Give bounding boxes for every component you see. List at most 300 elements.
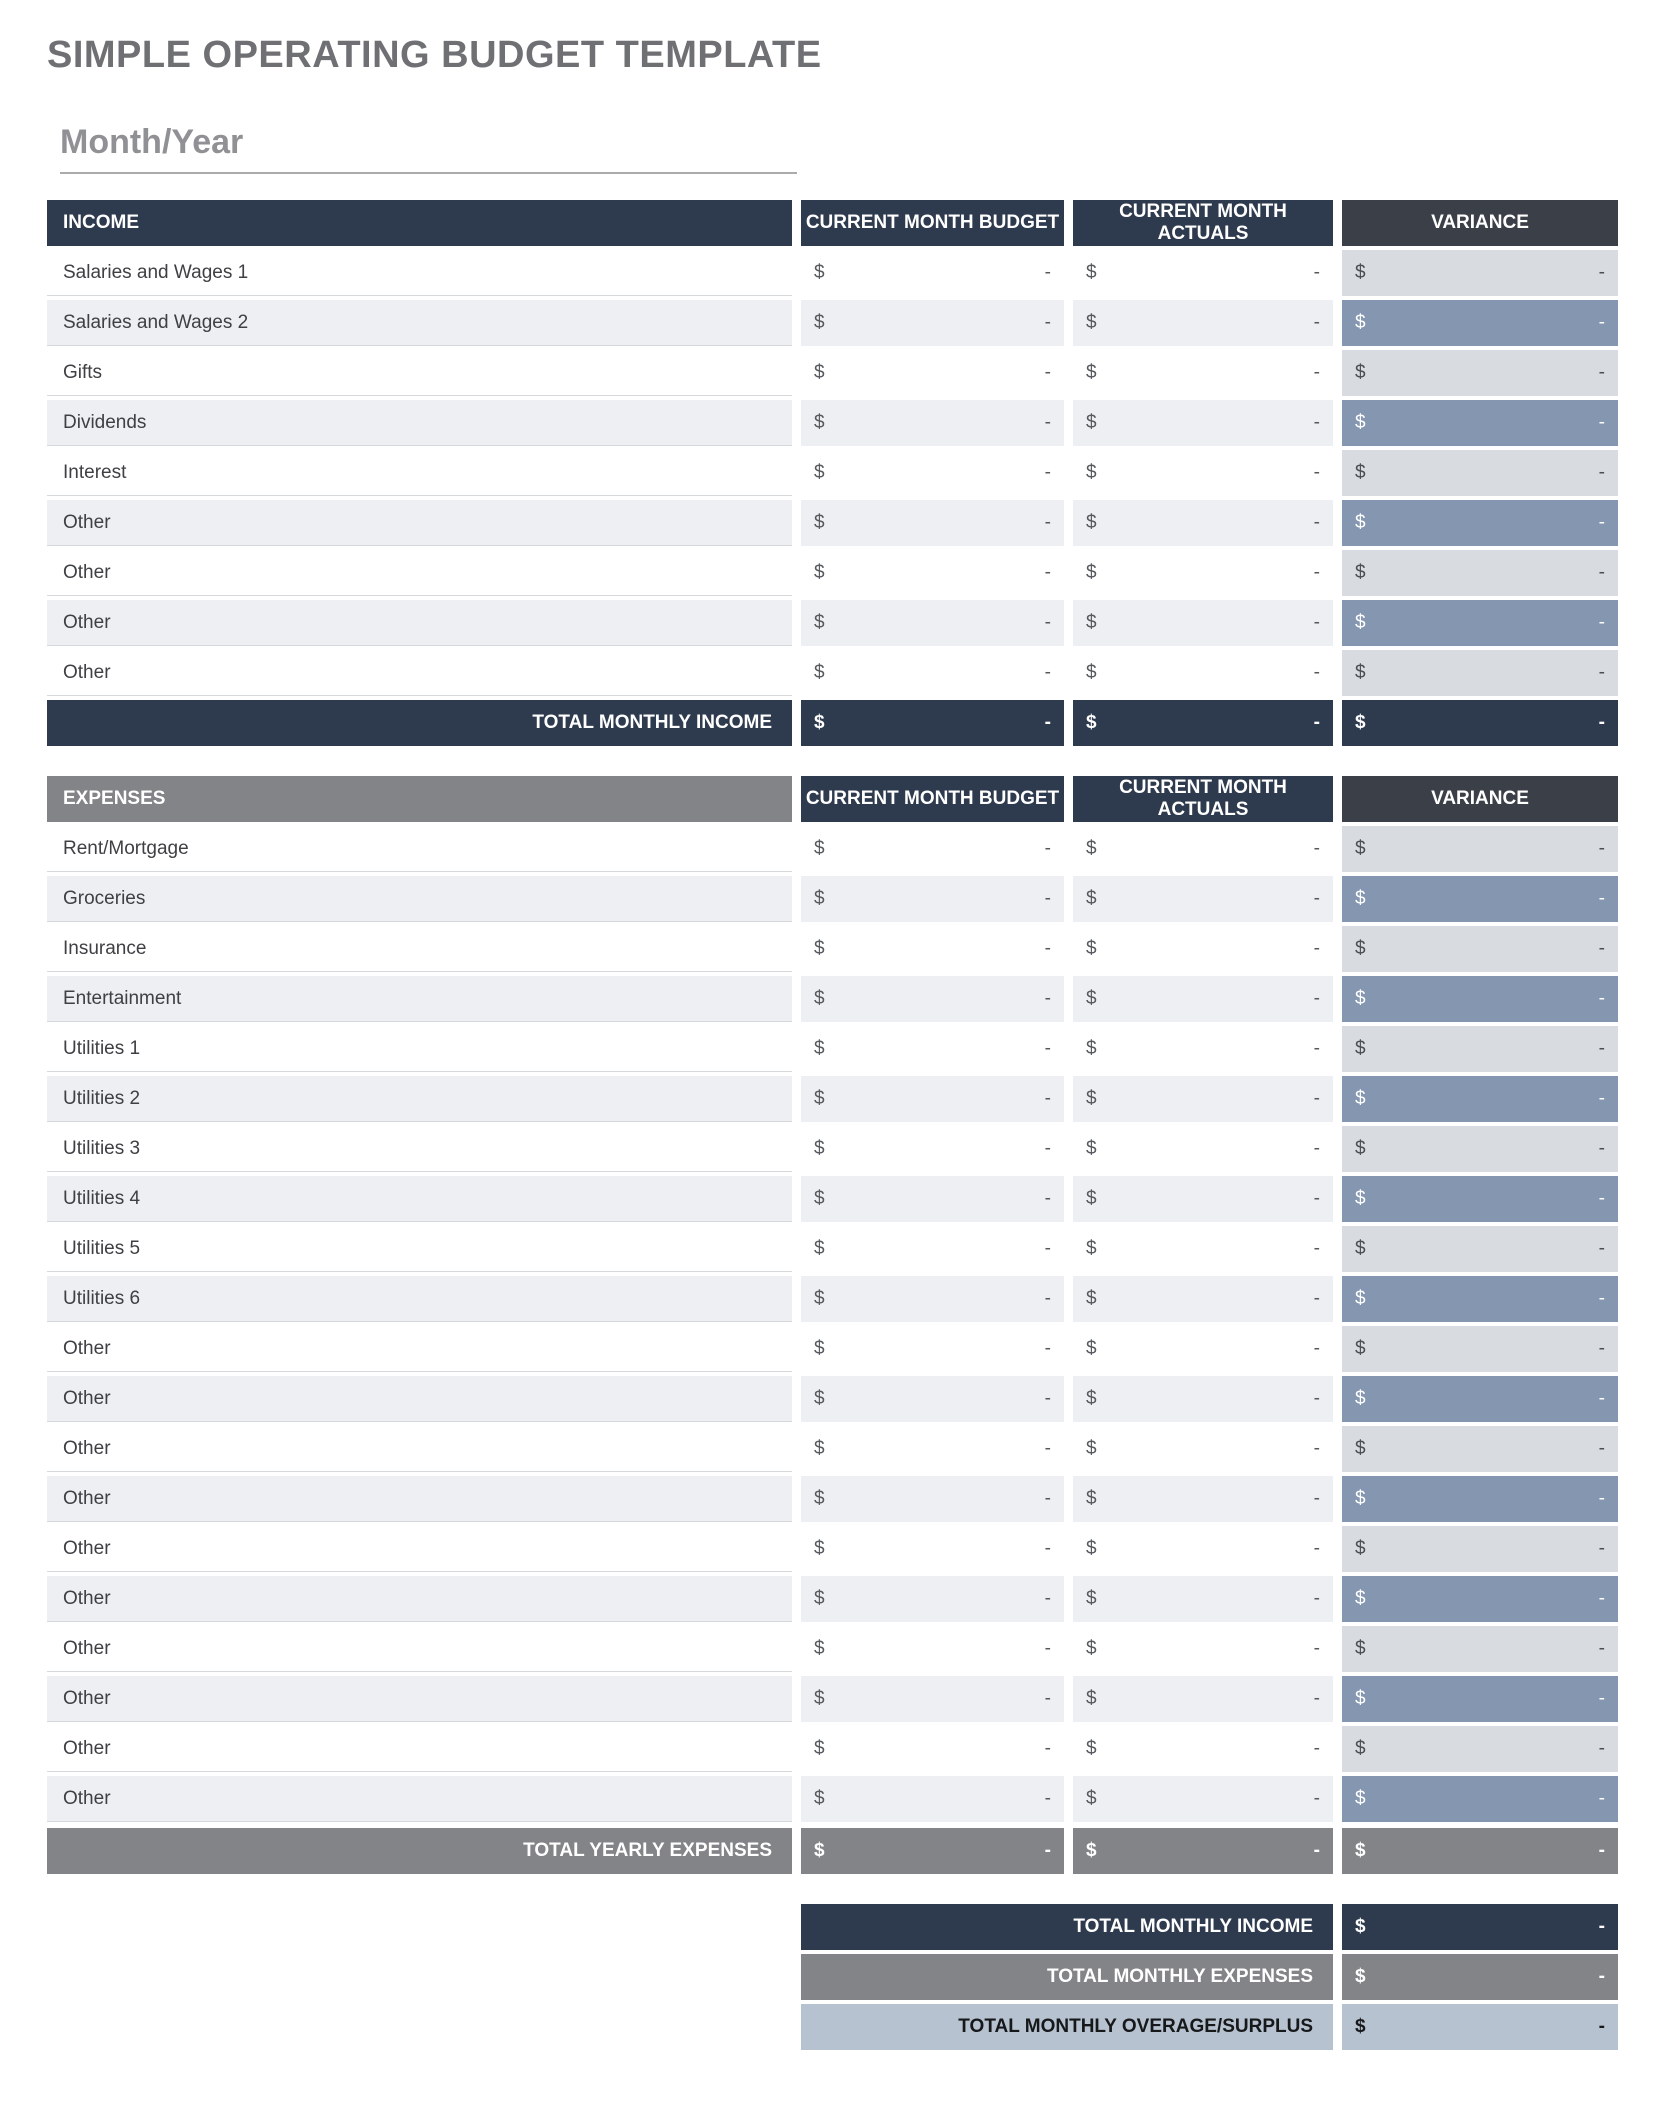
budget-cell[interactable]	[801, 976, 1064, 1022]
row-label[interactable]: Other	[47, 1726, 792, 1772]
currency-symbol: $	[814, 1488, 825, 1509]
budget-cell[interactable]	[801, 1776, 1064, 1822]
amount-value: -	[1598, 1138, 1605, 1159]
variance-cell[interactable]	[1342, 1476, 1618, 1522]
currency-symbol: $	[1355, 1038, 1366, 1059]
income-header-row	[47, 200, 1621, 246]
amount-value: -	[1598, 662, 1605, 683]
actuals-cell[interactable]	[1073, 926, 1333, 972]
budget-cell[interactable]	[801, 1376, 1064, 1422]
currency-symbol: $	[1355, 1966, 1366, 1987]
budget-cell[interactable]	[801, 1026, 1064, 1072]
variance-cell[interactable]	[1342, 300, 1618, 346]
variance-cell[interactable]	[1342, 1676, 1618, 1722]
actuals-cell[interactable]	[1073, 600, 1333, 646]
budget-cell[interactable]	[801, 1226, 1064, 1272]
budget-cell[interactable]	[801, 1626, 1064, 1672]
row-label[interactable]: Insurance	[47, 926, 792, 972]
expenses-header-row	[47, 776, 1621, 822]
amount-value: -	[1044, 1488, 1051, 1509]
income-budget-header: CURRENT MONTH BUDGET	[801, 200, 1064, 246]
budget-cell[interactable]	[801, 1076, 1064, 1122]
amount-value: -	[1598, 1038, 1605, 1059]
summary-row	[801, 1954, 1621, 2000]
table-row	[47, 250, 1621, 296]
currency-symbol: $	[1355, 1438, 1366, 1459]
budget-cell[interactable]	[801, 400, 1064, 446]
currency-symbol: $	[814, 888, 825, 909]
budget-cell[interactable]	[801, 876, 1064, 922]
budget-cell[interactable]	[801, 550, 1064, 596]
table-row	[47, 1176, 1621, 1222]
amount-value: -	[1044, 1438, 1051, 1459]
row-label[interactable]: Utilities 1	[47, 1026, 792, 1072]
amount-value: -	[1598, 262, 1605, 283]
budget-cell[interactable]	[801, 1676, 1064, 1722]
currency-symbol: $	[1355, 1638, 1366, 1659]
table-row	[47, 926, 1621, 972]
summary-overage-value-cell	[1342, 2004, 1618, 2050]
currency-symbol: $	[1355, 1388, 1366, 1409]
amount-value: -	[1313, 462, 1320, 483]
actuals-cell[interactable]	[1073, 400, 1333, 446]
currency-symbol: $	[1355, 1138, 1366, 1159]
variance-cell[interactable]	[1342, 350, 1618, 396]
currency-symbol: $	[1086, 362, 1097, 383]
summary-expenses-label: TOTAL MONTHLY EXPENSES	[801, 1954, 1333, 2000]
amount-value: -	[1044, 1588, 1051, 1609]
budget-cell[interactable]	[801, 1576, 1064, 1622]
table-row	[47, 400, 1621, 446]
variance-cell[interactable]	[1342, 1276, 1618, 1322]
actuals-cell[interactable]	[1073, 450, 1333, 496]
currency-symbol: $	[1086, 888, 1097, 909]
amount-value: -	[1598, 1788, 1605, 1809]
variance-cell[interactable]	[1342, 550, 1618, 596]
row-label[interactable]: Other	[47, 500, 792, 546]
amount-value: -	[1598, 1338, 1605, 1359]
amount-value: -	[1044, 312, 1051, 333]
variance-cell[interactable]	[1342, 1726, 1618, 1772]
row-label[interactable]: Other	[47, 1526, 792, 1572]
amount-value: -	[1313, 312, 1320, 333]
currency-symbol: $	[814, 938, 825, 959]
amount-value: -	[1313, 1238, 1320, 1259]
expenses-variance-header: VARIANCE	[1342, 776, 1618, 822]
variance-cell[interactable]	[1342, 600, 1618, 646]
amount-value: -	[1313, 988, 1320, 1009]
expenses-budget-header: CURRENT MONTH BUDGET	[801, 776, 1064, 822]
income-total-row	[47, 700, 1621, 746]
amount-value: -	[1313, 1138, 1320, 1159]
currency-symbol: $	[1355, 1338, 1366, 1359]
table-row	[47, 826, 1621, 872]
table-row	[47, 450, 1621, 496]
actuals-cell[interactable]	[1073, 350, 1333, 396]
amount-value: -	[1044, 1788, 1051, 1809]
currency-symbol: $	[814, 1840, 825, 1861]
currency-symbol: $	[1086, 512, 1097, 533]
amount-value: -	[1044, 662, 1051, 683]
budget-cell[interactable]	[801, 500, 1064, 546]
amount-value: -	[1313, 1338, 1320, 1359]
budget-cell[interactable]	[801, 450, 1064, 496]
income-table	[47, 200, 1621, 746]
currency-symbol: $	[1355, 1688, 1366, 1709]
currency-symbol: $	[1355, 512, 1366, 533]
variance-cell[interactable]	[1342, 400, 1618, 446]
row-label[interactable]: Other	[47, 1776, 792, 1822]
amount-value: -	[1044, 1338, 1051, 1359]
budget-cell[interactable]	[801, 1126, 1064, 1172]
amount-value: -	[1044, 1138, 1051, 1159]
row-label[interactable]: Other	[47, 1626, 792, 1672]
currency-symbol: $	[1355, 1738, 1366, 1759]
variance-cell[interactable]	[1342, 1176, 1618, 1222]
variance-cell[interactable]	[1342, 1226, 1618, 1272]
actuals-cell[interactable]	[1073, 1776, 1333, 1822]
summary-row	[801, 1904, 1621, 1950]
table-row	[47, 1226, 1621, 1272]
actuals-cell[interactable]	[1073, 1426, 1333, 1472]
row-label[interactable]: Other	[47, 1676, 792, 1722]
row-label[interactable]: Rent/Mortgage	[47, 826, 792, 872]
amount-value: -	[1598, 1966, 1605, 1987]
currency-symbol: $	[1086, 1138, 1097, 1159]
expenses-table	[47, 776, 1621, 1874]
row-label[interactable]: Gifts	[47, 350, 792, 396]
currency-symbol: $	[814, 712, 825, 733]
amount-value: -	[1598, 888, 1605, 909]
currency-symbol: $	[1355, 888, 1366, 909]
variance-cell[interactable]	[1342, 976, 1618, 1022]
currency-symbol: $	[814, 662, 825, 683]
actuals-cell[interactable]	[1073, 1526, 1333, 1572]
currency-symbol: $	[814, 1788, 825, 1809]
variance-cell[interactable]	[1342, 1626, 1618, 1672]
actuals-cell[interactable]	[1073, 1476, 1333, 1522]
actuals-cell[interactable]	[1073, 250, 1333, 296]
budget-cell[interactable]	[801, 1276, 1064, 1322]
variance-cell[interactable]	[1342, 926, 1618, 972]
actuals-cell[interactable]	[1073, 976, 1333, 1022]
row-label[interactable]: Utilities 2	[47, 1076, 792, 1122]
row-label[interactable]: Groceries	[47, 876, 792, 922]
amount-value: -	[1044, 1840, 1051, 1861]
currency-symbol: $	[1086, 662, 1097, 683]
actuals-cell[interactable]	[1073, 1226, 1333, 1272]
amount-value: -	[1313, 838, 1320, 859]
currency-symbol: $	[1086, 462, 1097, 483]
table-row	[47, 1526, 1621, 1572]
currency-symbol: $	[1086, 1088, 1097, 1109]
amount-value: -	[1313, 512, 1320, 533]
currency-symbol: $	[1355, 462, 1366, 483]
amount-value: -	[1044, 838, 1051, 859]
row-label[interactable]: Interest	[47, 450, 792, 496]
currency-symbol: $	[814, 1538, 825, 1559]
currency-symbol: $	[1086, 1338, 1097, 1359]
variance-cell[interactable]	[1342, 250, 1618, 296]
currency-symbol: $	[814, 1738, 825, 1759]
budget-cell[interactable]	[801, 600, 1064, 646]
row-label[interactable]: Other	[47, 1576, 792, 1622]
amount-value: -	[1044, 462, 1051, 483]
currency-symbol: $	[1086, 988, 1097, 1009]
currency-symbol: $	[1355, 1488, 1366, 1509]
currency-symbol: $	[814, 462, 825, 483]
expenses-total-variance-cell	[1342, 1828, 1618, 1874]
amount-value: -	[1598, 712, 1605, 733]
actuals-cell[interactable]	[1073, 550, 1333, 596]
row-label[interactable]: Utilities 4	[47, 1176, 792, 1222]
currency-symbol: $	[1355, 312, 1366, 333]
amount-value: -	[1044, 1088, 1051, 1109]
expenses-total-row	[47, 1828, 1621, 1874]
amount-value: -	[1313, 1088, 1320, 1109]
actuals-cell[interactable]	[1073, 300, 1333, 346]
income-rows	[47, 250, 1621, 696]
actuals-cell[interactable]	[1073, 1126, 1333, 1172]
expenses-header-cell: EXPENSES	[47, 776, 792, 822]
row-label[interactable]: Entertainment	[47, 976, 792, 1022]
currency-symbol: $	[814, 1088, 825, 1109]
amount-value: -	[1044, 1388, 1051, 1409]
budget-cell[interactable]	[801, 926, 1064, 972]
row-label[interactable]: Utilities 6	[47, 1276, 792, 1322]
row-label[interactable]: Utilities 5	[47, 1226, 792, 1272]
currency-symbol: $	[1086, 1588, 1097, 1609]
currency-symbol: $	[1086, 938, 1097, 959]
amount-value: -	[1598, 1088, 1605, 1109]
amount-value: -	[1313, 1438, 1320, 1459]
currency-symbol: $	[814, 1188, 825, 1209]
actuals-cell[interactable]	[1073, 1676, 1333, 1722]
amount-value: -	[1598, 1538, 1605, 1559]
row-label[interactable]: Salaries and Wages 2	[47, 300, 792, 346]
actuals-cell[interactable]	[1073, 1326, 1333, 1372]
amount-value: -	[1598, 938, 1605, 959]
budget-cell[interactable]	[801, 1526, 1064, 1572]
actuals-cell[interactable]	[1073, 876, 1333, 922]
actuals-cell[interactable]	[1073, 500, 1333, 546]
row-label[interactable]: Other	[47, 550, 792, 596]
amount-value: -	[1313, 1038, 1320, 1059]
expenses-actuals-header: CURRENT MONTH ACTUALS	[1073, 776, 1333, 822]
currency-symbol: $	[814, 1688, 825, 1709]
amount-value: -	[1044, 562, 1051, 583]
budget-cell[interactable]	[801, 826, 1064, 872]
summary-row	[801, 2004, 1621, 2050]
summary-expenses-value-cell	[1342, 1954, 1618, 2000]
page-title: SIMPLE OPERATING BUDGET TEMPLATE	[47, 34, 822, 76]
expenses-total-actuals-cell	[1073, 1828, 1333, 1874]
currency-symbol: $	[1086, 1840, 1097, 1861]
variance-cell[interactable]	[1342, 1076, 1618, 1122]
budget-cell[interactable]	[801, 1326, 1064, 1372]
table-row	[47, 300, 1621, 346]
variance-cell[interactable]	[1342, 876, 1618, 922]
row-label[interactable]: Other	[47, 1376, 792, 1422]
amount-value: -	[1313, 1688, 1320, 1709]
currency-symbol: $	[814, 362, 825, 383]
amount-value: -	[1313, 262, 1320, 283]
row-label[interactable]: Salaries and Wages 1	[47, 250, 792, 296]
currency-symbol: $	[1355, 838, 1366, 859]
amount-value: -	[1044, 888, 1051, 909]
amount-value: -	[1598, 1488, 1605, 1509]
amount-value: -	[1598, 462, 1605, 483]
currency-symbol: $	[1086, 412, 1097, 433]
income-variance-header: VARIANCE	[1342, 200, 1618, 246]
amount-value: -	[1044, 362, 1051, 383]
table-row	[47, 1376, 1621, 1422]
amount-value: -	[1044, 1738, 1051, 1759]
amount-value: -	[1598, 612, 1605, 633]
variance-cell[interactable]	[1342, 1526, 1618, 1572]
budget-cell[interactable]	[801, 650, 1064, 696]
amount-value: -	[1044, 262, 1051, 283]
actuals-cell[interactable]	[1073, 1026, 1333, 1072]
currency-symbol: $	[814, 562, 825, 583]
amount-value: -	[1598, 562, 1605, 583]
currency-symbol: $	[1355, 1538, 1366, 1559]
amount-value: -	[1313, 1638, 1320, 1659]
amount-value: -	[1044, 1038, 1051, 1059]
row-label[interactable]: Utilities 3	[47, 1126, 792, 1172]
currency-symbol: $	[814, 312, 825, 333]
amount-value: -	[1044, 412, 1051, 433]
table-row	[47, 1576, 1621, 1622]
row-label[interactable]: Other	[47, 1326, 792, 1372]
actuals-cell[interactable]	[1073, 1726, 1333, 1772]
currency-symbol: $	[1086, 1538, 1097, 1559]
budget-cell[interactable]	[801, 300, 1064, 346]
amount-value: -	[1598, 1288, 1605, 1309]
currency-symbol: $	[814, 1288, 825, 1309]
currency-symbol: $	[1355, 362, 1366, 383]
actuals-cell[interactable]	[1073, 1626, 1333, 1672]
variance-cell[interactable]	[1342, 1776, 1618, 1822]
income-total-actuals-cell	[1073, 700, 1333, 746]
currency-symbol: $	[814, 612, 825, 633]
currency-symbol: $	[814, 412, 825, 433]
variance-cell[interactable]	[1342, 1326, 1618, 1372]
amount-value: -	[1044, 1238, 1051, 1259]
amount-value: -	[1044, 512, 1051, 533]
budget-cell[interactable]	[801, 250, 1064, 296]
table-row	[47, 1676, 1621, 1722]
row-label[interactable]: Other	[47, 650, 792, 696]
table-row	[47, 600, 1621, 646]
month-year-label[interactable]: Month/Year	[60, 123, 244, 161]
amount-value: -	[1598, 1638, 1605, 1659]
table-row	[47, 1626, 1621, 1672]
table-row	[47, 1726, 1621, 1772]
currency-symbol: $	[1086, 1288, 1097, 1309]
currency-symbol: $	[1355, 1088, 1366, 1109]
actuals-cell[interactable]	[1073, 1276, 1333, 1322]
amount-value: -	[1598, 838, 1605, 859]
amount-value: -	[1313, 362, 1320, 383]
amount-value: -	[1598, 988, 1605, 1009]
amount-value: -	[1598, 2016, 1605, 2037]
currency-symbol: $	[1355, 988, 1366, 1009]
currency-symbol: $	[1355, 1916, 1366, 1937]
amount-value: -	[1313, 562, 1320, 583]
currency-symbol: $	[814, 1388, 825, 1409]
row-label[interactable]: Dividends	[47, 400, 792, 446]
variance-cell[interactable]	[1342, 1426, 1618, 1472]
table-row	[47, 350, 1621, 396]
variance-cell[interactable]	[1342, 1576, 1618, 1622]
actuals-cell[interactable]	[1073, 826, 1333, 872]
summary-table	[47, 1904, 1621, 2050]
expenses-total-budget-cell	[801, 1828, 1064, 1874]
currency-symbol: $	[1086, 562, 1097, 583]
variance-cell[interactable]	[1342, 450, 1618, 496]
actuals-cell[interactable]	[1073, 1176, 1333, 1222]
variance-cell[interactable]	[1342, 1126, 1618, 1172]
row-label[interactable]: Other	[47, 1476, 792, 1522]
amount-value: -	[1598, 512, 1605, 533]
amount-value: -	[1044, 1288, 1051, 1309]
variance-cell[interactable]	[1342, 1026, 1618, 1072]
budget-cell[interactable]	[801, 1726, 1064, 1772]
income-total-variance-cell	[1342, 700, 1618, 746]
currency-symbol: $	[1086, 712, 1097, 733]
amount-value: -	[1044, 1688, 1051, 1709]
actuals-cell[interactable]	[1073, 1576, 1333, 1622]
currency-symbol: $	[1355, 412, 1366, 433]
amount-value: -	[1598, 1916, 1605, 1937]
amount-value: -	[1313, 1188, 1320, 1209]
budget-cell[interactable]	[801, 1176, 1064, 1222]
amount-value: -	[1044, 1638, 1051, 1659]
currency-symbol: $	[814, 1138, 825, 1159]
month-year-heading	[60, 123, 797, 174]
amount-value: -	[1313, 662, 1320, 683]
currency-symbol: $	[1355, 1288, 1366, 1309]
currency-symbol: $	[1086, 1188, 1097, 1209]
currency-symbol: $	[1086, 1238, 1097, 1259]
amount-value: -	[1313, 1738, 1320, 1759]
row-label[interactable]: Other	[47, 600, 792, 646]
actuals-cell[interactable]	[1073, 1076, 1333, 1122]
currency-symbol: $	[814, 838, 825, 859]
budget-cell[interactable]	[801, 1476, 1064, 1522]
budget-cell[interactable]	[801, 350, 1064, 396]
row-label[interactable]: Other	[47, 1426, 792, 1472]
variance-cell[interactable]	[1342, 1376, 1618, 1422]
currency-symbol: $	[1355, 1788, 1366, 1809]
amount-value: -	[1313, 1538, 1320, 1559]
actuals-cell[interactable]	[1073, 1376, 1333, 1422]
amount-value: -	[1313, 1388, 1320, 1409]
currency-symbol: $	[1086, 312, 1097, 333]
actuals-cell[interactable]	[1073, 650, 1333, 696]
variance-cell[interactable]	[1342, 650, 1618, 696]
budget-cell[interactable]	[801, 1426, 1064, 1472]
summary-overage-label: TOTAL MONTHLY OVERAGE/SURPLUS	[801, 2004, 1333, 2050]
variance-cell[interactable]	[1342, 826, 1618, 872]
variance-cell[interactable]	[1342, 500, 1618, 546]
amount-value: -	[1598, 1588, 1605, 1609]
currency-symbol: $	[1355, 938, 1366, 959]
table-row	[47, 1276, 1621, 1322]
amount-value: -	[1313, 1840, 1320, 1861]
income-actuals-header: CURRENT MONTH ACTUALS	[1073, 200, 1333, 246]
